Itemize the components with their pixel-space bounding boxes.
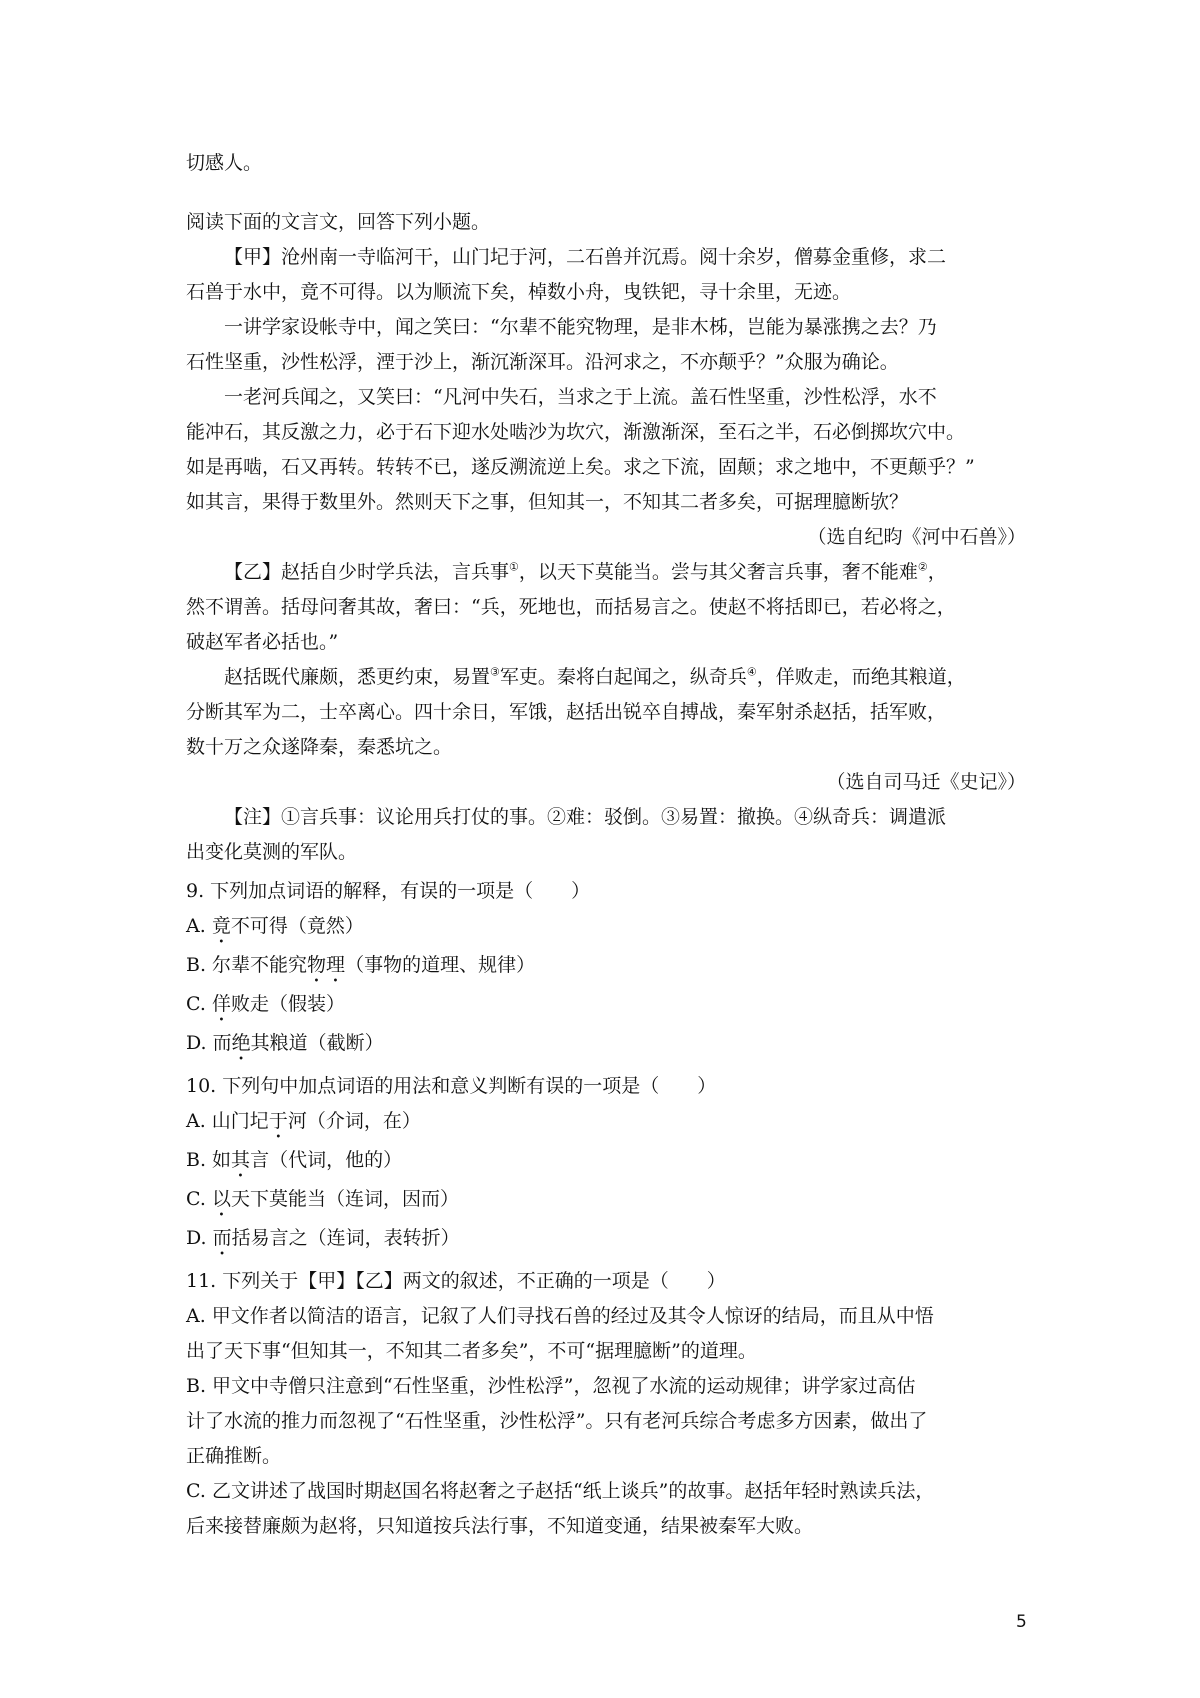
option-c-cont: 后来接替廉颇为赵将，只知道按兵法行事，不知道变通，结果被秦军大败。 — [186, 1515, 814, 1537]
passage-jia — [186, 240, 1026, 555]
option-b-cont: 计了水流的推力而忽视了“石性坚重，沙性松浮”。只有老河兵综合考虑多方因素，做出了 — [186, 1410, 928, 1432]
option-a-cont: 出了天下事“但知其一，不知其二者多矣”，不可“据理臆断”的道理。 — [186, 1340, 757, 1362]
question-stem: 9. 下列加点词语的解释，有误的一项是（ ） — [186, 880, 591, 902]
question-10 — [186, 1069, 1026, 1260]
option-a: A. 竟不可得（竟然） — [186, 915, 364, 937]
jia-line: 如是再啮，石又再转。转转不已，遂反溯流逆上矣。求之下流，固颠；求之地中，不更颠乎？” — [186, 456, 975, 478]
question-stem: 11. 下列关于【甲】【乙】两文的叙述，不正确的一项是（ ） — [186, 1270, 726, 1292]
jia-source: （选自纪昀《河中石兽》） — [807, 526, 1026, 548]
jia-line: 如其言，果得于数里外。然则天下之事，但知其一，不知其二者多矣，可据理臆断欤？ — [186, 491, 909, 513]
yi-line: 然不谓善。括母问奢其故，奢曰：“兵，死地也，而括易言之。使赵不将括即已，若必将之， — [186, 596, 956, 618]
jia-line: 石兽于水中，竟不可得。以为顺流下矣，棹数小舟，曳铁钯，寻十余里，无迹。 — [186, 281, 852, 303]
note-line: 出变化莫测的军队。 — [186, 841, 358, 863]
passage-yi — [186, 555, 1026, 800]
page-number: 5 — [1016, 1612, 1027, 1632]
yi-line: 赵括既代廉颇，悉更约束，易置③军吏。秦将白起闻之，纵奇兵④，佯败走，而绝其粮道， — [224, 665, 966, 688]
footnote-mark: ③ — [490, 665, 500, 679]
option-d: D. 而括易言之（连词，表转折） — [186, 1227, 460, 1249]
jia-line: 【甲】沧州南一寺临河干，山门圮于河，二石兽并沉焉。阅十余岁，僧募金重修，求二 — [224, 246, 947, 268]
jia-line: 能冲石，其反激之力，必于石下迎水处啮沙为坎穴，渐激渐深，至石之半，石必倒掷坎穴中。 — [186, 421, 966, 443]
option-c: C. 乙文讲述了战国时期赵国名将赵奢之子赵括“纸上谈兵”的故事。赵括年轻时熟读兵法， — [186, 1480, 935, 1502]
option-b-cont: 正确推断。 — [186, 1445, 282, 1467]
option-c: C. 佯败走（假装） — [186, 993, 345, 1015]
jia-line: 石性坚重，沙性松浮，湮于沙上，渐沉渐深耳。沿河求之，不亦颠乎？”众服为确论。 — [186, 351, 899, 373]
option-a: A. 山门圮于河（介词，在） — [186, 1110, 421, 1132]
yi-line: 分断其军为二，士卒离心。四十余日，军饿，赵括出锐卒自搏战，秦军射杀赵括，括军败， — [186, 701, 947, 723]
yi-line: 【乙】赵括自少时学兵法，言兵事①，以天下莫能当。尝与其父奢言兵事，奢不能难②， — [224, 560, 947, 583]
notes — [186, 800, 1026, 870]
note-line: 【注】①言兵事：议论用兵打仗的事。②难：驳倒。③易置：撤换。④纵奇兵：调遣派 — [224, 806, 947, 828]
footnote-mark: ④ — [746, 665, 757, 679]
option-c: C. 以天下莫能当（连词，因而） — [186, 1188, 459, 1210]
option-b: B. 甲文中寺僧只注意到“石性坚重，沙性松浮”，忽视了水流的运动规律；讲学家过高估 — [186, 1375, 916, 1397]
yi-line: 数十万之众遂降秦，秦悉坑之。 — [186, 736, 453, 758]
footnote-mark: ① — [509, 560, 519, 574]
page-content — [186, 146, 1026, 1544]
footnote-mark: ② — [917, 560, 928, 574]
intro-tail: 切感人。 — [186, 152, 263, 174]
yi-source: （选自司马迁《史记》） — [826, 771, 1026, 793]
jia-line: 一老河兵闻之，又笑曰：“凡河中失石，当求之于上流。盖石性坚重，沙性松浮，水不 — [224, 386, 937, 408]
option-b: B. 如其言（代词，他的） — [186, 1149, 403, 1171]
option-b: B. 尔辈不能究物理（事物的道理、规律） — [186, 954, 536, 976]
yi-line: 破赵军者必括也。” — [186, 631, 339, 653]
question-11 — [186, 1264, 1026, 1544]
jia-line: 一讲学家设帐寺中，闻之笑曰：“尔辈不能究物理，是非木柹，岂能为暴涨携之去？乃 — [224, 316, 937, 338]
option-a: A. 甲文作者以简洁的语言，记叙了人们寻找石兽的经过及其令人惊讶的结局，而且从中悟 — [186, 1305, 934, 1327]
question-9 — [186, 874, 1026, 1065]
instruction: 阅读下面的文言文，回答下列小题。 — [186, 211, 491, 233]
question-stem: 10. 下列句中加点词语的用法和意义判断有误的一项是（ ） — [186, 1075, 717, 1097]
option-d: D. 而绝其粮道（截断） — [186, 1032, 384, 1054]
